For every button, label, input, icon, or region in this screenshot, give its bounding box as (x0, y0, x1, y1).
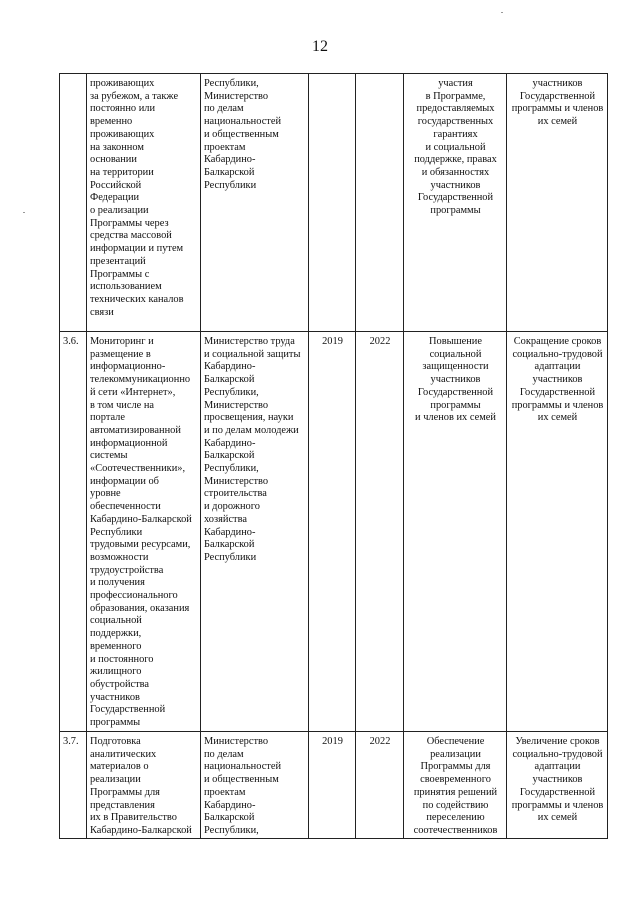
expected-result-cell (404, 332, 507, 732)
cell-text-line: в Программе, (425, 90, 486, 102)
cell-text-line: Программы для (90, 786, 160, 798)
cell-text-line: Министерство (204, 399, 269, 411)
activity-cell (87, 74, 201, 332)
cell-text-line: по делам (204, 748, 244, 760)
cell-text-line: профессионального (90, 590, 178, 602)
end-year (356, 74, 404, 332)
consequence-cell (507, 74, 608, 332)
cell-text-line: информационно- (90, 361, 166, 373)
cell-text-line: автоматизированной (90, 424, 181, 436)
cell-text-line: представления (90, 799, 155, 811)
cell-text-line: Балкарской (204, 166, 255, 178)
start-year: 2019 (309, 332, 356, 732)
program-activities-table (59, 73, 608, 839)
cell-text-line: Программы через (90, 217, 169, 229)
cell-text-line: переселению (426, 812, 485, 824)
cell-text-line: хозяйства (204, 513, 247, 525)
table-row (60, 332, 608, 732)
cell-text-line: трудоустройства (90, 564, 164, 576)
cell-text-line: Программы для (420, 761, 491, 773)
cell-text-line: Программы с (90, 268, 150, 280)
cell-text-line: социальной (429, 348, 482, 360)
cell-text-line: Государственной (417, 386, 494, 398)
cell-text-line: презентаций (90, 255, 146, 267)
cell-text-line: постоянно или (90, 103, 156, 115)
cell-text-line: строительства (204, 488, 267, 500)
cell-text-line: Республики, (204, 463, 259, 475)
cell-text-line: телекоммуникационно (90, 374, 191, 386)
executor-cell (201, 74, 309, 332)
cell-text-line: Республики (204, 179, 257, 191)
cell-text-line: на законном (90, 141, 144, 153)
cell-text-line: по содействию (422, 799, 489, 811)
executor-cell (201, 332, 309, 732)
item-number (60, 74, 87, 332)
cell-text-line: й сети «Интернет», (90, 386, 176, 398)
cell-text-line: и получения (90, 577, 145, 589)
cell-text-line: Кабардино- (204, 154, 256, 166)
cell-text-line: на территории (90, 166, 154, 178)
cell-text-line: поддержке, правах (414, 154, 497, 166)
cell-text-line: и социальной защиты (204, 348, 301, 360)
cell-text-line: Балкарской (204, 450, 255, 462)
cell-text-line: Российской (90, 179, 142, 191)
cell-text-line: Государственной (90, 704, 166, 716)
cell-text-line: реализации (90, 774, 141, 786)
activity-cell (87, 732, 201, 839)
cell-text-line: о реализации (90, 205, 149, 217)
cell-text-line: Балкарской (204, 374, 255, 386)
cell-text-line: участия (438, 78, 473, 89)
cell-text-line: Подготовка (90, 736, 141, 747)
cell-text-line: проектам (204, 141, 246, 153)
cell-text-line: образования, оказания (90, 602, 190, 614)
cell-text-line: Обеспечение (426, 736, 485, 747)
cell-text-line: возможности (90, 551, 149, 563)
cell-text-line: участников (532, 78, 583, 89)
cell-text-line: и постоянного (90, 653, 154, 665)
cell-text-line: проектам (204, 786, 246, 798)
expected-result-cell (404, 74, 507, 332)
cell-text-line: Кабардино- (204, 799, 256, 811)
cell-text-line: их семей (537, 116, 578, 128)
cell-text-line: обустройства (90, 678, 150, 690)
cell-text-line: программы и членов (511, 103, 604, 115)
cell-text-line: своевременного (420, 774, 491, 786)
cell-text-line: программы (90, 717, 141, 729)
cell-text-line: их семей (537, 412, 578, 424)
cell-text-line: информации об (90, 475, 159, 487)
end-year: 2022 (356, 732, 404, 839)
scan-speck (23, 212, 25, 213)
expected-result-cell (404, 732, 507, 839)
page-number: 12 (312, 38, 328, 55)
cell-text-line: Республики (204, 551, 257, 563)
cell-text-line: проживающих (90, 128, 155, 140)
cell-text-line: Мониторинг и (90, 336, 154, 347)
cell-text-line: технических каналов (90, 293, 184, 305)
cell-text-line: в том числе на (90, 399, 155, 411)
cell-text-line: участников (430, 374, 481, 386)
cell-text-line: социальной (90, 615, 142, 627)
table-row (60, 74, 608, 332)
cell-text-line: социально-трудовой (512, 748, 603, 760)
cell-text-line: и дорожного (204, 501, 260, 513)
cell-text-line: уровне (90, 488, 121, 500)
cell-text-line: участников (90, 691, 140, 703)
cell-text-line: адаптации (534, 361, 581, 373)
cell-text-line: трудовыми ресурсами, (90, 539, 191, 551)
cell-text-line: Министерство труда (204, 336, 295, 347)
cell-text-line: поддержки, (90, 628, 142, 640)
cell-text-line: Государственной (519, 386, 596, 398)
cell-text-line: и обязанностях (421, 166, 490, 178)
cell-text-line: средства массовой (90, 230, 172, 242)
cell-text-line: их семей (537, 812, 578, 824)
item-number: 3.7. (60, 732, 87, 839)
cell-text-line: «Соотечественники», (90, 463, 186, 475)
cell-text-line: портале (90, 412, 125, 424)
end-year: 2022 (356, 332, 404, 732)
executor-cell (201, 732, 309, 839)
cell-text-line: связи (90, 306, 114, 318)
cell-text-line: Федерации (90, 192, 140, 204)
cell-text-line: программы и членов (511, 799, 604, 811)
cell-text-line: Балкарской (204, 812, 255, 824)
cell-text-line: Государственной (417, 192, 494, 204)
cell-text-line: участников (532, 774, 583, 786)
cell-text-line: временно (90, 116, 133, 128)
cell-text-line: Повышение (429, 336, 482, 347)
cell-text-line: Республики, (204, 824, 259, 836)
scan-speck (501, 12, 503, 13)
cell-text-line: Кабардино- (204, 361, 256, 373)
cell-text-line: и социальной (425, 141, 486, 153)
cell-text-line: программы и членов (511, 399, 604, 411)
table-row (60, 732, 608, 839)
cell-text-line: адаптации (534, 761, 581, 773)
cell-text-line: проживающих (90, 78, 155, 89)
cell-text-line: и членов их семей (415, 412, 496, 424)
cell-text-line: и по делам молодежи (204, 424, 299, 436)
item-number: 3.6. (60, 332, 87, 732)
cell-text-line: гарантиях (433, 128, 478, 140)
cell-text-line: Министерство (204, 736, 269, 747)
cell-text-line: Кабардино- (204, 437, 256, 449)
cell-text-line: социально-трудовой (512, 348, 603, 360)
cell-text-line: защищенности (422, 361, 489, 373)
cell-text-line: обеспеченности (90, 501, 161, 513)
cell-text-line: за рубежом, а также (90, 90, 179, 102)
cell-text-line: Республики, (204, 78, 259, 89)
cell-text-line: Увеличение сроков (515, 736, 600, 747)
cell-text-line: просвещения, науки (204, 412, 294, 424)
cell-text-line: Кабардино-Балкарской (90, 824, 192, 836)
start-year (309, 74, 356, 332)
consequence-cell (507, 732, 608, 839)
cell-text-line: государственных (417, 116, 494, 128)
start-year: 2019 (309, 732, 356, 839)
cell-text-line: информации и путем (90, 243, 184, 255)
cell-text-line: по делам (204, 103, 244, 115)
cell-text-line: размещение в (90, 348, 151, 360)
cell-text-line: соотечественников (413, 824, 498, 836)
cell-text-line: жилищного (90, 666, 142, 678)
cell-text-line: Республики (90, 526, 143, 538)
cell-text-line: принятия решений (413, 786, 498, 798)
cell-text-line: национальностей (204, 116, 282, 128)
cell-text-line: Государственной (519, 786, 596, 798)
cell-text-line: национальностей (204, 761, 282, 773)
cell-text-line: реализации (430, 748, 481, 760)
cell-text-line: временного (90, 640, 142, 652)
cell-text-line: и общественным (204, 774, 279, 786)
cell-text-line: программы (430, 399, 481, 411)
cell-text-line: Балкарской (204, 539, 255, 551)
activity-cell (87, 332, 201, 732)
cell-text-line: участников (430, 179, 481, 191)
cell-text-line: основании (90, 154, 137, 166)
cell-text-line: Сокращение сроков (513, 336, 602, 347)
cell-text-line: использованием (90, 281, 162, 293)
cell-text-line: участников (532, 374, 583, 386)
consequence-cell (507, 332, 608, 732)
cell-text-line: Республики, (204, 386, 259, 398)
cell-text-line: аналитических (90, 748, 157, 760)
cell-text-line: системы (90, 450, 128, 462)
cell-text-line: программы (430, 205, 481, 217)
cell-text-line: Государственной (519, 90, 596, 102)
cell-text-line: Кабардино-Балкарской (90, 513, 192, 525)
cell-text-line: их в Правительство (90, 812, 177, 824)
cell-text-line: Кабардино- (204, 526, 256, 538)
cell-text-line: Министерство (204, 90, 269, 102)
cell-text-line: и общественным (204, 128, 279, 140)
cell-text-line: Министерство (204, 475, 269, 487)
cell-text-line: материалов о (90, 761, 149, 773)
cell-text-line: информационной (90, 437, 168, 449)
cell-text-line: предоставляемых (416, 103, 495, 115)
